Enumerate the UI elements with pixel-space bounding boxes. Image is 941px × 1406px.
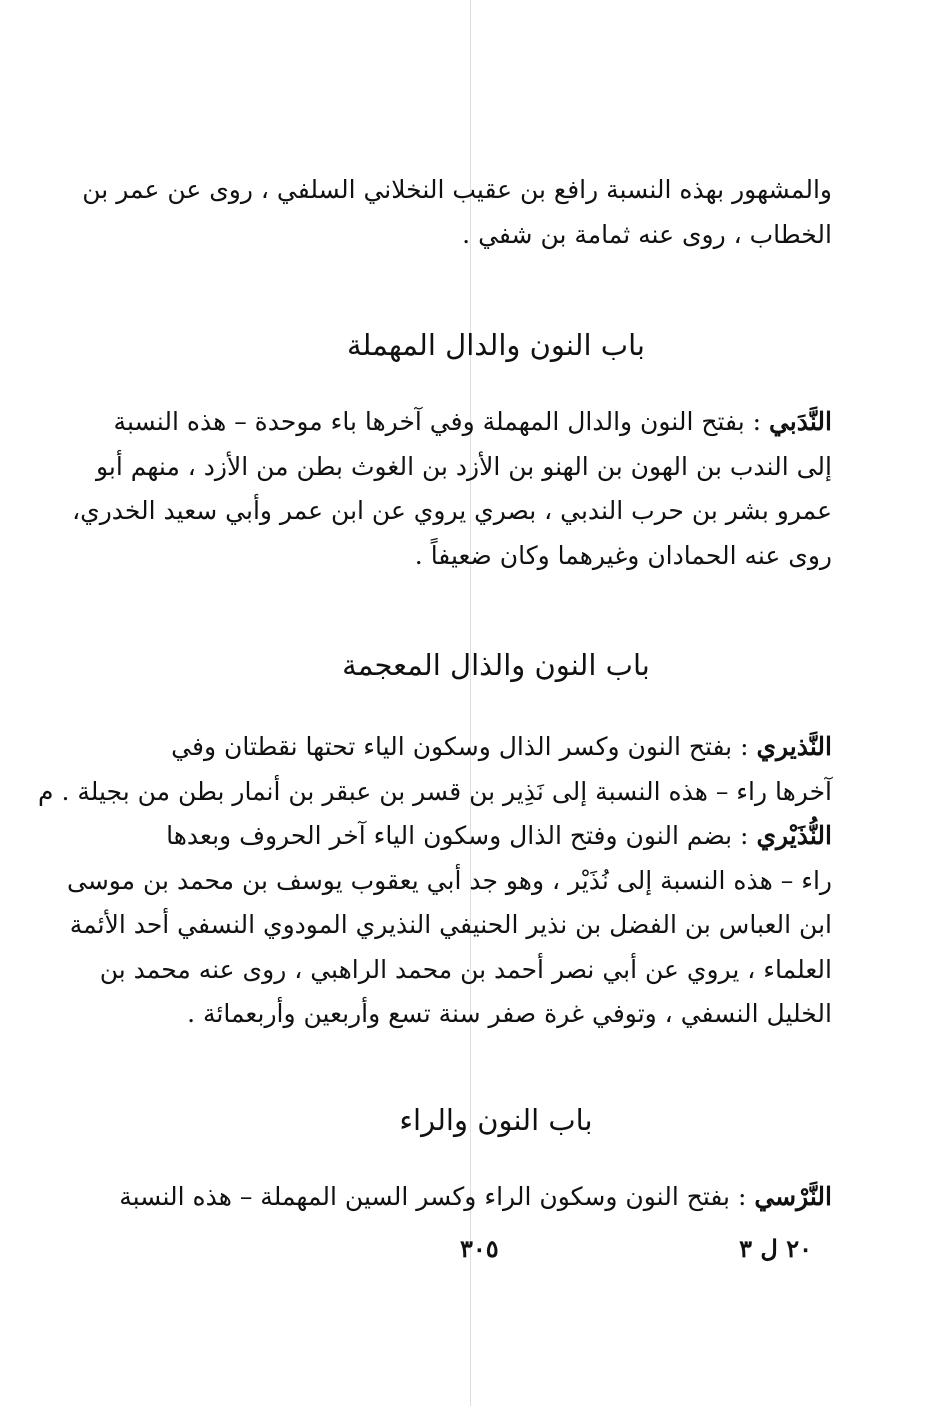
text-line [160,725,832,770]
text-line: الخليل النسفي ، وتوفي غرة صفر سنة تسع وأربعين وأربعمائة . [187,999,832,1028]
entry-nadhiri [38,725,832,1037]
signature-mark: ٢٠ ل ٣ [739,1234,812,1263]
text-line [119,1175,832,1220]
entry-term: النَّرْسي [754,1182,832,1211]
text-line: ابن العباس بن الفضل بن نذير الحنيفي النذيري المودوي النسفي أحد الأئمة [69,910,832,939]
entry-definition: : بفتح النون والدال المهملة وفي آخرها باء موحدة – هذه النسبة [113,407,769,436]
text-line: والمشهور بهذه النسبة رافع بن عقيب النخلاني السلفي ، روى عن عمر بن [82,175,832,204]
entry-definition: : بفتح النون وسكون الراء وكسر السين المهملة – هذه النسبة [119,1182,755,1211]
text-line: راء – هذه النسبة إلى نُذَيْر ، وهو جد أبي يعقوب يوسف بن محمد بن موسى [66,865,832,895]
text-line [160,814,832,859]
intro-paragraph [82,168,832,257]
entry-definition: : بضم النون وفتح الذال وسكون الياء آخر الحروف وبعدها [166,821,757,850]
text-line: عمرو بشر بن حرب الندبي ، بصري يروي عن ابن عمر وأبي سعيد الخدري، [72,496,832,525]
text-line: الخطاب ، روى عنه ثمامة بن شفي . [462,219,832,249]
entry-definition: : بفتح النون وكسر الذال وسكون الياء تحتها نقطتان وفي [171,732,757,761]
entry-nadabi [72,400,832,578]
text-line [113,400,832,445]
text-line: إلى الندب بن الهون بن الهنو بن الأزد بن الغوث بطن من الأزد ، منهم أبو [95,451,832,481]
section-heading-nun-ra: باب النون والراء [399,1103,593,1137]
entry-term: النُّذَيْري [756,821,832,850]
entry-term: النَّذيري [756,732,832,761]
section-heading-nun-dhal: باب النون والذال المعجمة [342,648,650,682]
entry-narsi [119,1175,832,1220]
text-line: آخرها راء – هذه النسبة إلى نَذِير بن قسر بن عبقر بن أنمار بطن من بجيلة . م [38,776,832,806]
entry-term: النَّدَبي [768,407,832,436]
text-line: العلماء ، يروي عن أبي نصر أحمد بن محمد الراهبي ، روى عنه محمد بن [99,954,832,984]
text-line: روى عنه الحمادان وغيرهما وكان ضعيفاً . [414,540,832,570]
section-heading-nun-dal: باب النون والدال المهملة [347,328,645,362]
page-number: ٣٠٥ [460,1234,499,1263]
page-footer [160,1234,832,1270]
